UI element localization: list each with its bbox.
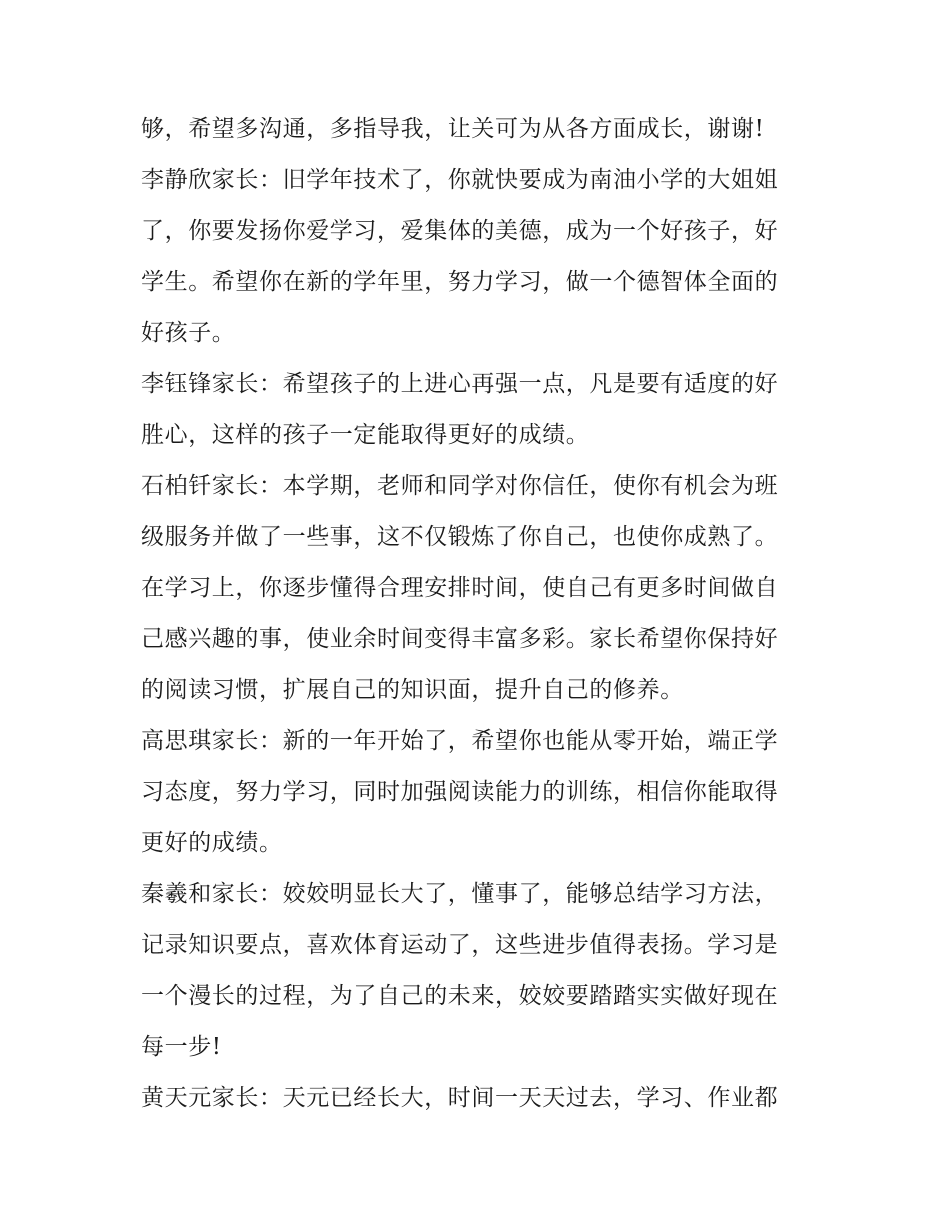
text-line: 在学习上，你逐步懂得合理安排时间，使自己有更多时间做自: [141, 575, 779, 601]
text-line: 石柏钎家长：本学期，老师和同学对你信任，使你有机会为班: [141, 473, 779, 499]
text-line: 习态度，努力学习，同时加强阅读能力的训练，相信你能取得: [141, 779, 779, 805]
text-line: 黄天元家长：天元已经长大，时间一天天过去，学习、作业都: [141, 1085, 779, 1111]
text-line: 胜心，这样的孩子一定能取得更好的成绩。: [141, 422, 590, 448]
text-line: 秦羲和家长：姣姣明显长大了，懂事了，能够总结学习方法，: [141, 881, 779, 907]
text-line: 更好的成绩。: [141, 830, 283, 856]
text-line: 己感兴趣的事，使业余时间变得丰富多彩。家长希望你保持好: [141, 626, 779, 652]
text-line: 李钰锋家长：希望孩子的上进心再强一点，凡是要有适度的好: [141, 371, 779, 397]
text-line: 高思琪家长：新的一年开始了，希望你也能从零开始，端正学: [141, 728, 779, 754]
text-line: 级服务并做了一些事，这不仅锻炼了你自己，也使你成熟了。: [141, 524, 779, 550]
text-line: 每一步!: [141, 1034, 222, 1060]
text-line: 好孩子。: [141, 320, 236, 346]
document-body: [141, 104, 821, 1124]
text-line: 一个漫长的过程，为了自己的未来，姣姣要踏踏实实做好现在: [141, 983, 779, 1009]
text-line: 记录知识要点，喜欢体育运动了，这些进步值得表扬。学习是: [141, 932, 779, 958]
text-line: 李静欣家长：旧学年技术了，你就快要成为南油小学的大姐姐: [141, 167, 779, 193]
text-line: 够，希望多沟通，多指导我，让关可为从各方面成长，谢谢!: [141, 116, 765, 142]
text-line: 了，你要发扬你爱学习，爱集体的美德，成为一个好孩子，好: [141, 218, 779, 244]
text-line: 学生。希望你在新的学年里，努力学习，做一个德智体全面的: [141, 269, 779, 295]
text-line: 的阅读习惯，扩展自己的知识面，提升自己的修养。: [141, 677, 684, 703]
